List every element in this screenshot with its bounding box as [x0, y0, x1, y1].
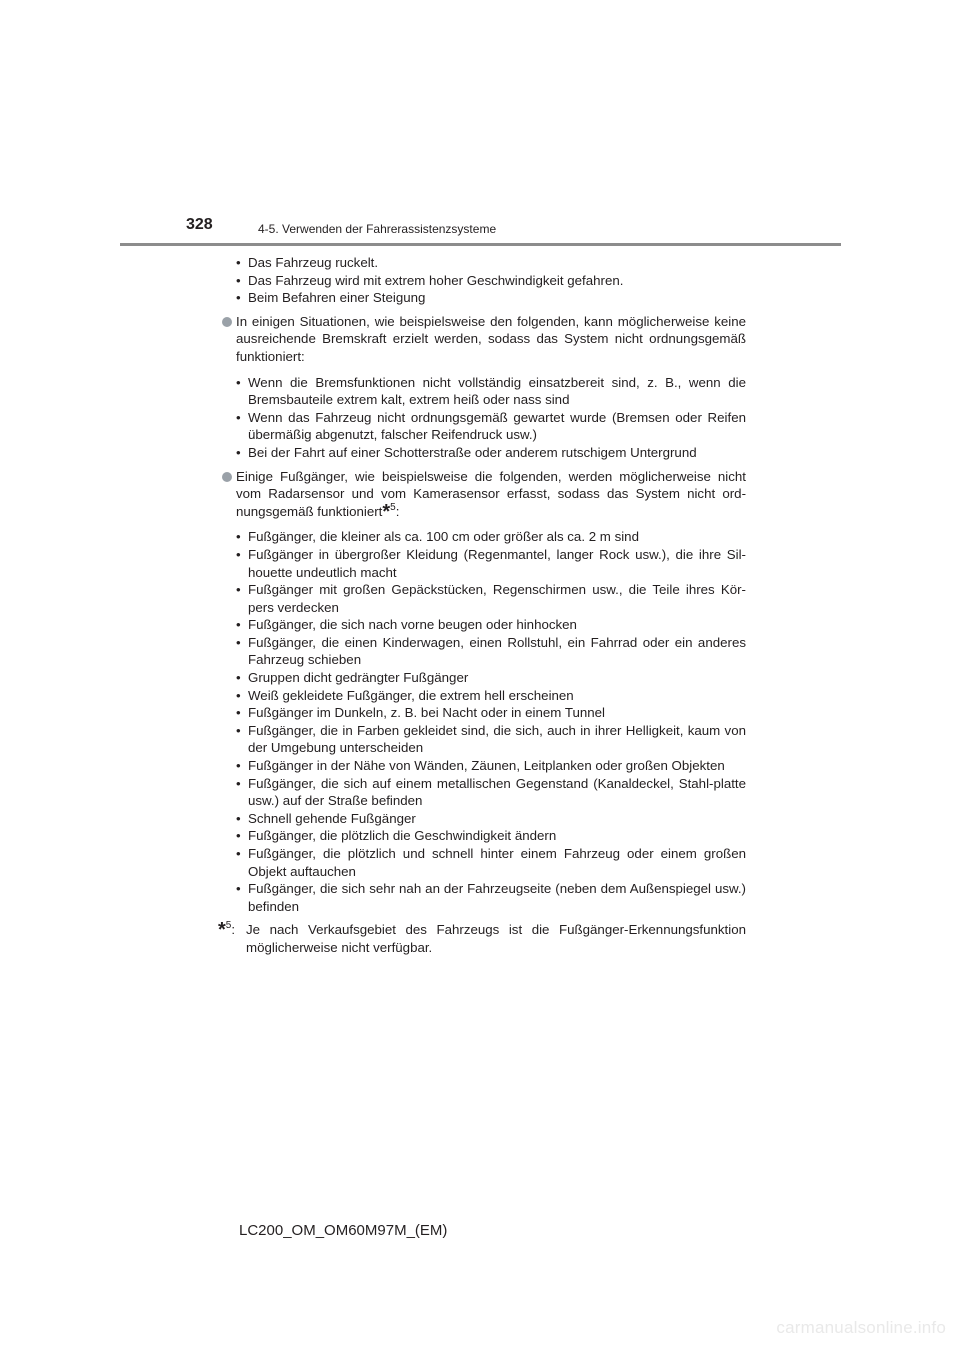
- circle-bullet-icon: [222, 317, 232, 327]
- page-content: [218, 254, 746, 957]
- list-item: • Fußgänger, die kleiner als ca. 100 cm oder größer als ca. 2 m sind: [236, 528, 746, 546]
- list-item: • Fußgänger, die sich sehr nah an der Fahrzeugseite (neben dem Außenspiegel usw.) befinden: [236, 880, 746, 915]
- list-item: • Fußgänger im Dunkeln, z. B. bei Nacht oder in einem Tunnel: [236, 704, 746, 722]
- colon: :: [395, 503, 400, 519]
- footnote-ref: 5: [225, 920, 232, 932]
- header-rule: [120, 243, 841, 246]
- list-item: • Fußgänger, die sich auf einem metallischen Gegenstand (Kanaldeckel, Stahl-platte usw.) auf der Straße befinden: [236, 775, 746, 810]
- list-item: • Fußgänger, die einen Kinderwagen, einen Rollstuhl, ein Fahrrad oder ein anderes Fahrzeug schieben: [236, 634, 746, 669]
- list-item: • Fußgänger in der Nähe von Wänden, Zäunen, Leitplanken oder großen Objekten: [236, 757, 746, 775]
- section-title: 4-5. Verwenden der Fahrerassistenzsysteme: [258, 222, 497, 236]
- braking-list: [218, 374, 746, 462]
- document-code: LC200_OM_OM60M97M_(EM): [239, 1222, 448, 1239]
- footnote-ref: 5: [390, 501, 396, 513]
- list-item: • Fußgänger, die plötzlich die Geschwindigkeit ändern: [236, 827, 746, 845]
- list-item: • Gruppen dicht gedrängter Fußgänger: [236, 669, 746, 687]
- footnote: [218, 921, 746, 956]
- list-item: • Das Fahrzeug wird mit extrem hoher Geschwindigkeit gefahren.: [236, 272, 746, 290]
- list-item: • Beim Befahren einer Steigung: [236, 289, 746, 307]
- colon: :: [231, 922, 236, 938]
- paragraph-text: Einige Fußgänger, wie beispielsweise die folgenden, werden möglicherweise nicht vom Radarsensor und vom Kamerasensor erfasst, sodass das System nicht ord-nungsgemäß funktioniert: [236, 468, 746, 519]
- watermark: carmanualsonline.info: [776, 1318, 946, 1337]
- list-item: • Das Fahrzeug ruckelt.: [236, 254, 746, 272]
- list-item: • Bei der Fahrt auf einer Schotterstraße oder anderem rutschigem Untergrund: [236, 444, 746, 462]
- list-item: • Wenn die Bremsfunktionen nicht vollständig einsatzbereit sind, z. B., wenn die Bremsbauteile extrem kalt, extrem heiß oder nass sind: [236, 374, 746, 409]
- list-item: • Fußgänger in übergroßer Kleidung (Regenmantel, langer Rock usw.), die ihre Sil-houette undeutlich macht: [236, 546, 746, 581]
- list-item: • Schnell gehende Fußgänger: [236, 810, 746, 828]
- list-item: • Fußgänger, die sich nach vorne beugen oder hinhocken: [236, 616, 746, 634]
- footnote-star: *: [382, 500, 391, 523]
- list-item: • Fußgänger, die plötzlich und schnell hinter einem Fahrzeug oder einem großen Objekt auftauchen: [236, 845, 746, 880]
- paragraph-pedestrians: [218, 468, 746, 521]
- list-item: • Fußgänger, die in Farben gekleidet sind, die sich, auch in ihrer Helligkeit, kaum von der Umgebung unterscheiden: [236, 722, 746, 757]
- footnote-text: Je nach Verkaufsgebiet des Fahrzeugs ist die Fußgänger-Erkennungsfunktion möglicherweise nicht verfügbar.: [246, 922, 746, 955]
- paragraph-text: In einigen Situationen, wie beispielsweise den folgenden, kann möglicherweise keine ausreichende Bremskraft erzielt werden, sodass das System nicht ordnungsgemäß funktioniert:: [236, 313, 746, 364]
- footnote-star: *: [218, 919, 226, 942]
- circle-bullet-icon: [222, 472, 232, 482]
- list-item: • Weiß gekleidete Fußgänger, die extrem hell erscheinen: [236, 687, 746, 705]
- list-item: • Fußgänger mit großen Gepäckstücken, Regenschirmen usw., die Teile ihres Kör-pers verdecken: [236, 581, 746, 616]
- page-number: 328: [186, 216, 213, 233]
- list-item: • Wenn das Fahrzeug nicht ordnungsgemäß gewartet wurde (Bremsen oder Reifen übermäßig abgenutzt, falscher Reifendruck usw.): [236, 409, 746, 444]
- footnote-marker: [218, 919, 236, 942]
- pedestrian-list: [218, 528, 746, 915]
- paragraph-braking: [218, 313, 746, 366]
- top-list: [218, 254, 746, 307]
